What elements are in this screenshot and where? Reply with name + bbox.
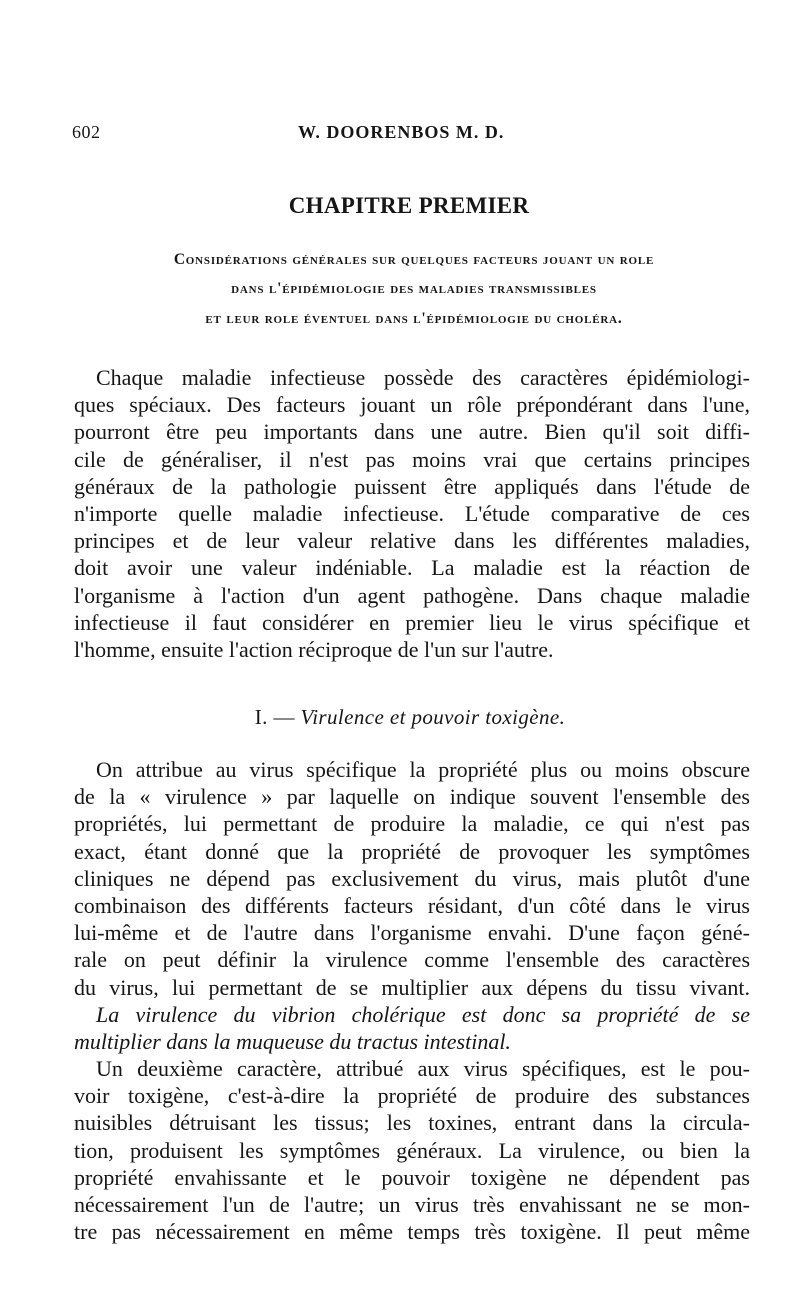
text-line: infectieuse il faut considérer en premier lieu le virus spécifique et: [74, 609, 750, 635]
running-head: [72, 122, 748, 146]
text-line: l'organisme à l'action d'un agent pathogène. Dans chaque maladie: [74, 582, 750, 608]
chapter-title: CHAPITRE PREMIER: [288, 193, 530, 218]
text-line: tion, produisent les symptômes généraux. La virulence, ou bien la: [74, 1137, 750, 1163]
chapter-subtitle-line: Considérations générales sur quelques facteurs jouant un role: [173, 251, 655, 268]
text-line: cile de généraliser, il n'est pas moins vrai que certains principes: [74, 446, 750, 472]
text-line: Chaque maladie infectieuse possède des caractères épidémiologi-: [96, 365, 750, 390]
text-line: doit avoir une valeur indéniable. La maladie est la réaction de: [74, 555, 750, 581]
section-title: Virulence et pouvoir toxigène.: [300, 705, 566, 729]
text-line: voir toxigène, c'est-à-dire la propriété de produire des substances: [74, 1083, 750, 1109]
text-line: de la « virulence » par laquelle on indique souvent l'ensemble des: [74, 784, 750, 810]
text-line: lui-même et de l'autre dans l'organisme envahi. D'une façon géné-: [74, 920, 750, 946]
text-line: généraux de la pathologie puissent être appliqués dans l'étude de: [74, 473, 750, 499]
text-line: l'homme, ensuite l'action réciproque de l'un sur l'autre.: [74, 636, 554, 662]
text-line: propriétés, lui permettant de produire la maladie, ce qui n'est pas: [74, 811, 750, 837]
text-line: n'importe quelle maladie infectieuse. L'étude comparative de ces: [74, 500, 750, 526]
text-line: exact, étant donné que la propriété de provoquer les symptômes: [74, 838, 750, 864]
text-line: nécessairement l'un de l'autre; un virus très envahissant ne se mon-: [74, 1192, 750, 1217]
text-line: multiplier dans la muqueuse du tractus intestinal.: [74, 1028, 511, 1054]
author-name: W. DOORENBOS M. D.: [298, 122, 505, 142]
text-line: nuisibles détruisant les tissus; les toxines, entrant dans la circula-: [74, 1110, 750, 1136]
text-line: pourront être peu importants dans une autre. Bien qu'il soit diffi-: [74, 419, 750, 445]
chapter-subtitle-line: et leur role éventuel dans l'épidémiologie du choléra.: [205, 310, 623, 327]
section-number: I. —: [254, 705, 295, 729]
text-line: rale on peut définir la virulence comme l'ensemble des caractères: [74, 947, 750, 973]
text-line: propriété envahissante et le pouvoir toxigène ne dépendent pas: [74, 1164, 750, 1190]
text-line: ques spéciaux. Des facteurs jouant un rôle prépondérant dans l'une,: [74, 392, 750, 418]
section-paragraph: [74, 756, 750, 1245]
section-heading: [0, 705, 800, 730]
chapter-subtitle-line: dans l'épidémiologie des maladies transmissibles: [231, 280, 597, 297]
text-line: du virus, lui permettant de se multiplier aux dépens du tissu vivant.: [74, 974, 750, 1000]
page-number: 602: [72, 122, 101, 142]
intro-paragraph: [74, 364, 750, 663]
text-line: On attribue au virus spécifique la propriété plus ou moins obscure: [96, 757, 750, 782]
text-line: principes et de leur valeur relative dans les différentes maladies,: [74, 528, 750, 554]
text-line: Un deuxième caractère, attribué aux virus spécifiques, est le pou-: [96, 1056, 750, 1082]
text-line: combinaison des différents facteurs résidant, d'un côté dans le virus: [74, 892, 750, 918]
text-line: cliniques ne dépend pas exclusivement du virus, mais plutôt d'une: [74, 865, 750, 891]
text-line: tre pas nécessairement en même temps très toxigène. Il peut même: [74, 1219, 750, 1245]
text-line: La virulence du vibrion cholérique est donc sa propriété de se: [96, 1001, 750, 1027]
